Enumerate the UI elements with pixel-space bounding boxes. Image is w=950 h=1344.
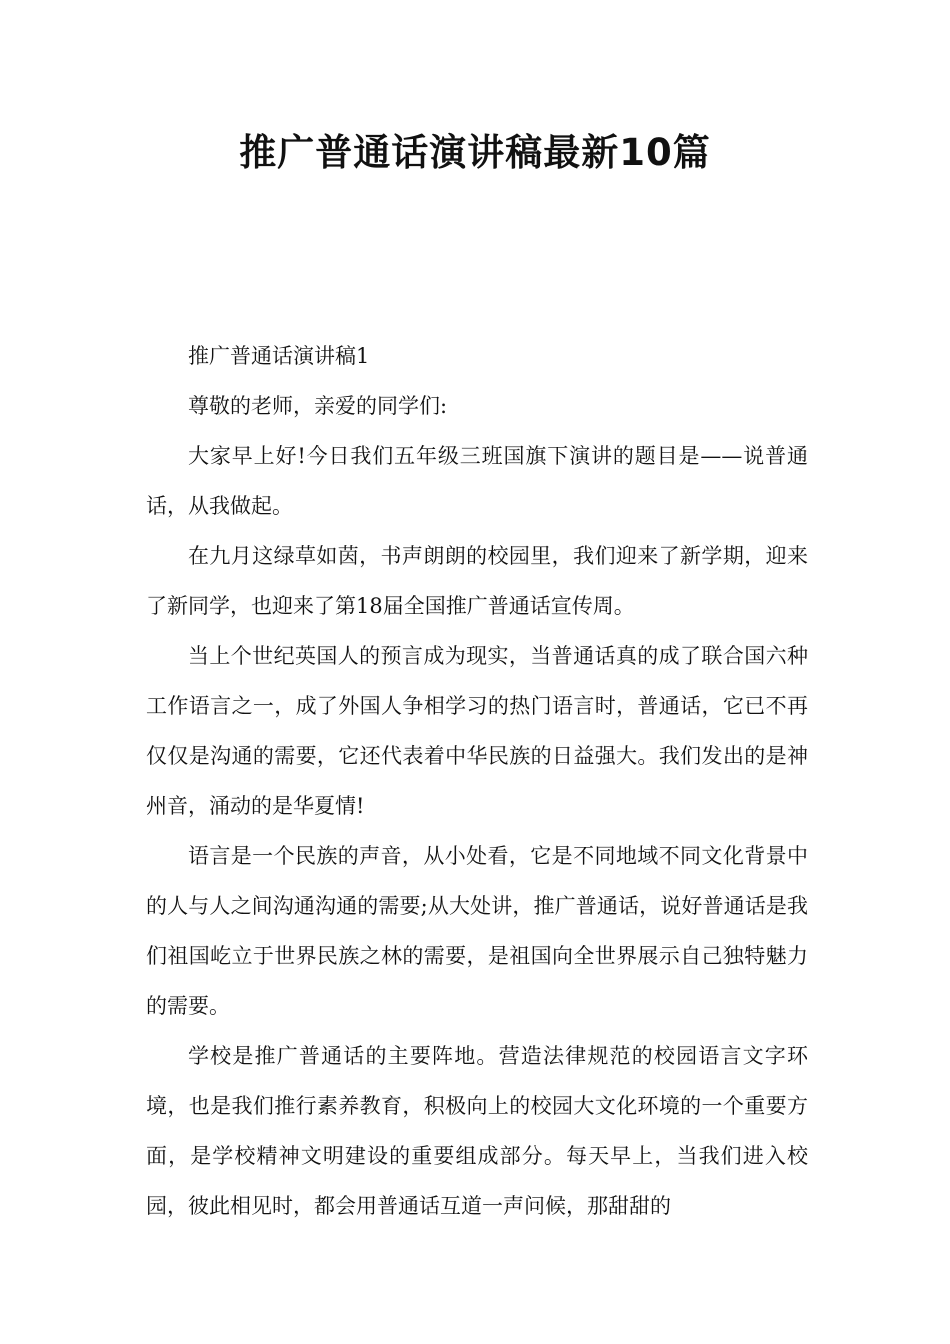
document-title: 推广普通话演讲稿最新10篇 bbox=[239, 131, 711, 174]
section-heading: 推广普通话演讲稿1 bbox=[188, 344, 370, 368]
salutation: 尊敬的老师，亲爱的同学们: bbox=[188, 394, 448, 418]
body-paragraph: 在九月这绿草如茵，书声朗朗的校园里，我们迎来了新学期，迎来了新同学，也迎来了第18届全国推广普通话宣传周。 bbox=[146, 544, 808, 618]
body-paragraph: 学校是推广普通话的主要阵地。营造法律规范的校园语言文字环境，也是我们推行素养教育，积极向上的校园大文化环境的一个重要方面，是学校精神文明建设的重要组成部分。每天早上，当我们进入校园，彼此相见时，都会用普通话互道一声问候，那甜甜的 bbox=[146, 1044, 808, 1218]
body-paragraph: 大家早上好!今日我们五年级三班国旗下演讲的题目是——说普通话，从我做起。 bbox=[146, 444, 808, 518]
document-body bbox=[146, 331, 808, 1231]
body-paragraph: 语言是一个民族的声音，从小处看，它是不同地域不同文化背景中的人与人之间沟通沟通的需要;从大处讲，推广普通话，说好普通话是我们祖国屹立于世界民族之林的需要，是祖国向全世界展示自己独特魅力的需要。 bbox=[146, 844, 808, 1018]
body-paragraph: 当上个世纪英国人的预言成为现实，当普通话真的成了联合国六种工作语言之一，成了外国人争相学习的热门语言时，普通话，它已不再仅仅是沟通的需要，它还代表着中华民族的日益强大。我们发出的是神州音，涌动的是华夏情! bbox=[146, 644, 808, 818]
